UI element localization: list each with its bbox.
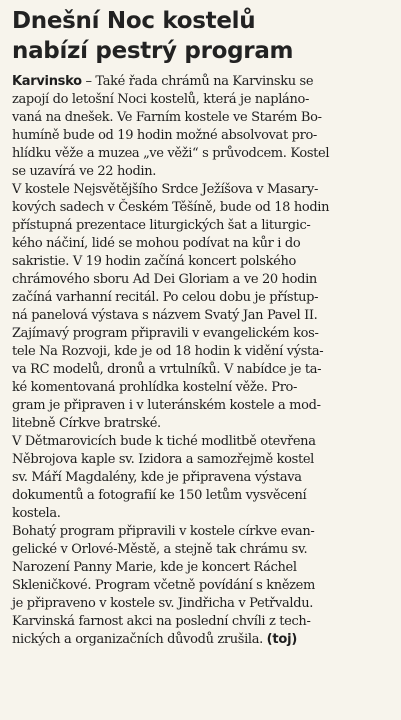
article-line: litebně Církve bratrské. <box>12 416 161 431</box>
article-line: Skleničkové. Program včetně povídání s knězem <box>12 578 315 593</box>
article-line: začíná varhanní recitál. Po celou dobu je přístup- <box>12 290 319 305</box>
article-body <box>12 73 391 649</box>
headline-line: Dnešní Noc kostelů <box>12 8 256 34</box>
article-line: gram je připraven i v luteránském kostele a mod- <box>12 398 321 413</box>
article-line-text: nických a organizačních důvodů zrušila. <box>12 632 267 647</box>
article-line: ké komentovaná prohlídka kostelní věže. Pro- <box>12 380 298 395</box>
article-line: je připraveno v kostele sv. Jindřicha v Petřvaldu. <box>12 596 314 611</box>
article-line: humíně bude od 19 hodin možné absolvovat pro- <box>12 128 317 143</box>
headline-line: nabízí pestrý program <box>12 38 294 64</box>
article-line: Karvinská farnost akci na poslední chvíli z tech- <box>12 614 311 629</box>
article-line: gelické v Orlové-Městě, a stejně tak chrámu sv. <box>12 542 308 557</box>
article-line: chrámového sboru Ad Dei Gloriam a ve 20 hodin <box>12 272 317 287</box>
article-line: sv. Máří Magdalény, kde je připravena výstava <box>12 470 302 485</box>
lead-location: Karvinsko <box>12 74 82 89</box>
article-line: va RC modelů, dronů a vrtulníků. V nabídce je ta- <box>12 362 322 377</box>
headline <box>12 6 391 66</box>
article-line: Narození Panny Marie, kde je koncert Ráchel <box>12 560 297 575</box>
article-line: přístupná prezentace liturgických šat a liturgic- <box>12 218 311 233</box>
article-line: Zajímavý program připravili v evangelickém kos- <box>12 326 319 341</box>
article-line: zapojí do letošní Noci kostelů, která je naplánо- <box>12 92 309 107</box>
article-line: Něbrojova kaple sv. Izidora a samozřejmě kostel <box>12 452 314 467</box>
article-line: kových sadech v Českém Těšíně, bude od 18 hodin <box>12 200 330 215</box>
article-line: vaná na dnešek. Ve Farním kostele ve Starém Bo- <box>12 110 322 125</box>
article-line: dokumentů a fotografií ke 150 letům vysvěcení <box>12 488 307 503</box>
article-line-text: – Také řada chrámů na Karvinsku se <box>81 74 314 89</box>
article-line: ná panelová výstava s názvem Svatý Jan Pavel II. <box>12 308 318 323</box>
article-line <box>12 631 391 649</box>
article-line: tele Na Rozvoji, kde je od 18 hodin k vidění výsta- <box>12 344 324 359</box>
article-line: V kostele Nejsvětějšího Srdce Ježíšova v Masary- <box>12 182 319 197</box>
article-line: se uzavírá ve 22 hodin. <box>12 164 157 179</box>
article-line: Bohatý program připravili v kostele církve evan- <box>12 524 315 539</box>
article-line: V Dětmarovicích bude k tiché modlitbě otevřena <box>12 434 316 449</box>
article-line: kého náčiní, lidé se mohou podívat na kůr i do <box>12 236 301 251</box>
article-line: hlídku věže a muzea „ve věži“ s průvodcem. Kostel <box>12 146 330 161</box>
article-line <box>12 73 391 91</box>
article-line: kostela. <box>12 506 61 521</box>
article-line: sakristie. V 19 hodin začíná koncert polského <box>12 254 296 269</box>
author-signature: (toj) <box>266 632 298 647</box>
